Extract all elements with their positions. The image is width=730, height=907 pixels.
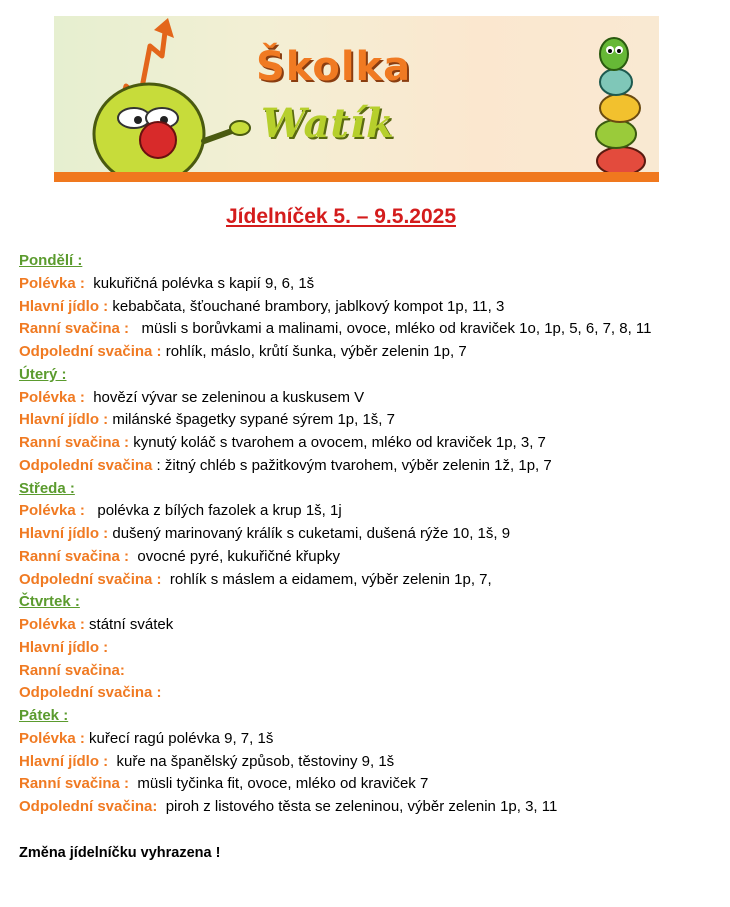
creature-top [600, 38, 628, 70]
menu-row: Hlavní jídlo : dušený marinovaný králík s cuketami, dušená rýže 10, 1š, 9 [19, 525, 511, 542]
menu-row: Odpolední svačina : rohlík, máslo, krůtí šunka, výběr zelenin 1p, 7 [19, 343, 467, 360]
day-heading-friday: Pátek : [19, 707, 69, 724]
day-heading-monday: Pondělí : [19, 252, 83, 269]
creature-green [596, 120, 636, 148]
menu-row: Ranní svačina : müsli s borůvkami a malinami, ovoce, mléko od kraviček 1o, 1p, 5, 6, 7, 8, 11 [19, 320, 652, 338]
menu-row: Polévka : hovězí vývar se zeleninou a kuskusem V [19, 388, 365, 406]
creature-teal [600, 69, 632, 95]
menu-row: Odpolední svačina : [19, 684, 162, 702]
weekly-menu [19, 250, 719, 819]
banner-title-line1: Školka [256, 44, 412, 90]
menu-row: Hlavní jídlo : [19, 638, 109, 656]
creature-yellow [600, 94, 640, 122]
menu-row: Odpolední svačina: piroh z listového těsta se zeleninou, výběr zelenin 1p, 3, 11 [19, 798, 558, 815]
menu-row: Ranní svačina : müsli tyčinka fit, ovoce, mléko od kraviček 7 [19, 775, 429, 793]
menu-row: Hlavní jídlo : kuře na španělský způsob, těstoviny 9, 1š [19, 752, 395, 770]
banner-title-line2: Watík [261, 100, 395, 147]
menu-row: Hlavní jídlo : kebabčata, šťouchané brambory, jablkový kompot 1p, 11, 3 [19, 297, 505, 315]
menu-row: Hlavní jídlo : milánské špagetky sypané sýrem 1p, 1š, 7 [19, 411, 395, 429]
day-heading-wednesday: Středa : [19, 479, 75, 497]
mascot-hand [230, 121, 250, 135]
menu-row: Odpolední svačina : žitný chléb s pažitkovým tvarohem, výběr zelenin 1ž, 1p, 7 [19, 456, 552, 474]
menu-row: Odpolední svačina : rohlík s máslem a eidamem, výběr zelenin 1p, 7, [19, 570, 492, 588]
menu-heading: Jídelníček 5. – 9.5.2025 [226, 205, 456, 228]
banner-stripe [54, 172, 659, 182]
menu-row: Ranní svačina : kynutý koláč s tvarohem a ovocem, mléko od kraviček 1p, 3, 7 [19, 434, 546, 451]
header-banner [54, 16, 659, 182]
menu-row: Polévka : kuřecí ragú polévka 9, 7, 1š [19, 729, 274, 747]
mascot-nose [140, 122, 176, 158]
menu-row: Polévka : státní svátek [19, 616, 174, 633]
menu-row: Ranní svačina : ovocné pyré, kukuřičné křupky [19, 547, 340, 565]
change-notice: Změna jídelníčku vyhrazena ! [19, 845, 221, 861]
menu-row: Ranní svačina: [19, 661, 125, 679]
day-heading-thursday: Čtvrtek : [19, 593, 80, 611]
mascot-illustration [54, 16, 659, 182]
menu-row: Polévka : kukuřičná polévka s kapií 9, 6, 1š [19, 274, 315, 292]
day-heading-tuesday: Úterý : [19, 365, 67, 383]
creature-red [597, 147, 645, 175]
menu-row: Polévka : polévka z bílých fazolek a krup 1š, 1j [19, 502, 342, 520]
